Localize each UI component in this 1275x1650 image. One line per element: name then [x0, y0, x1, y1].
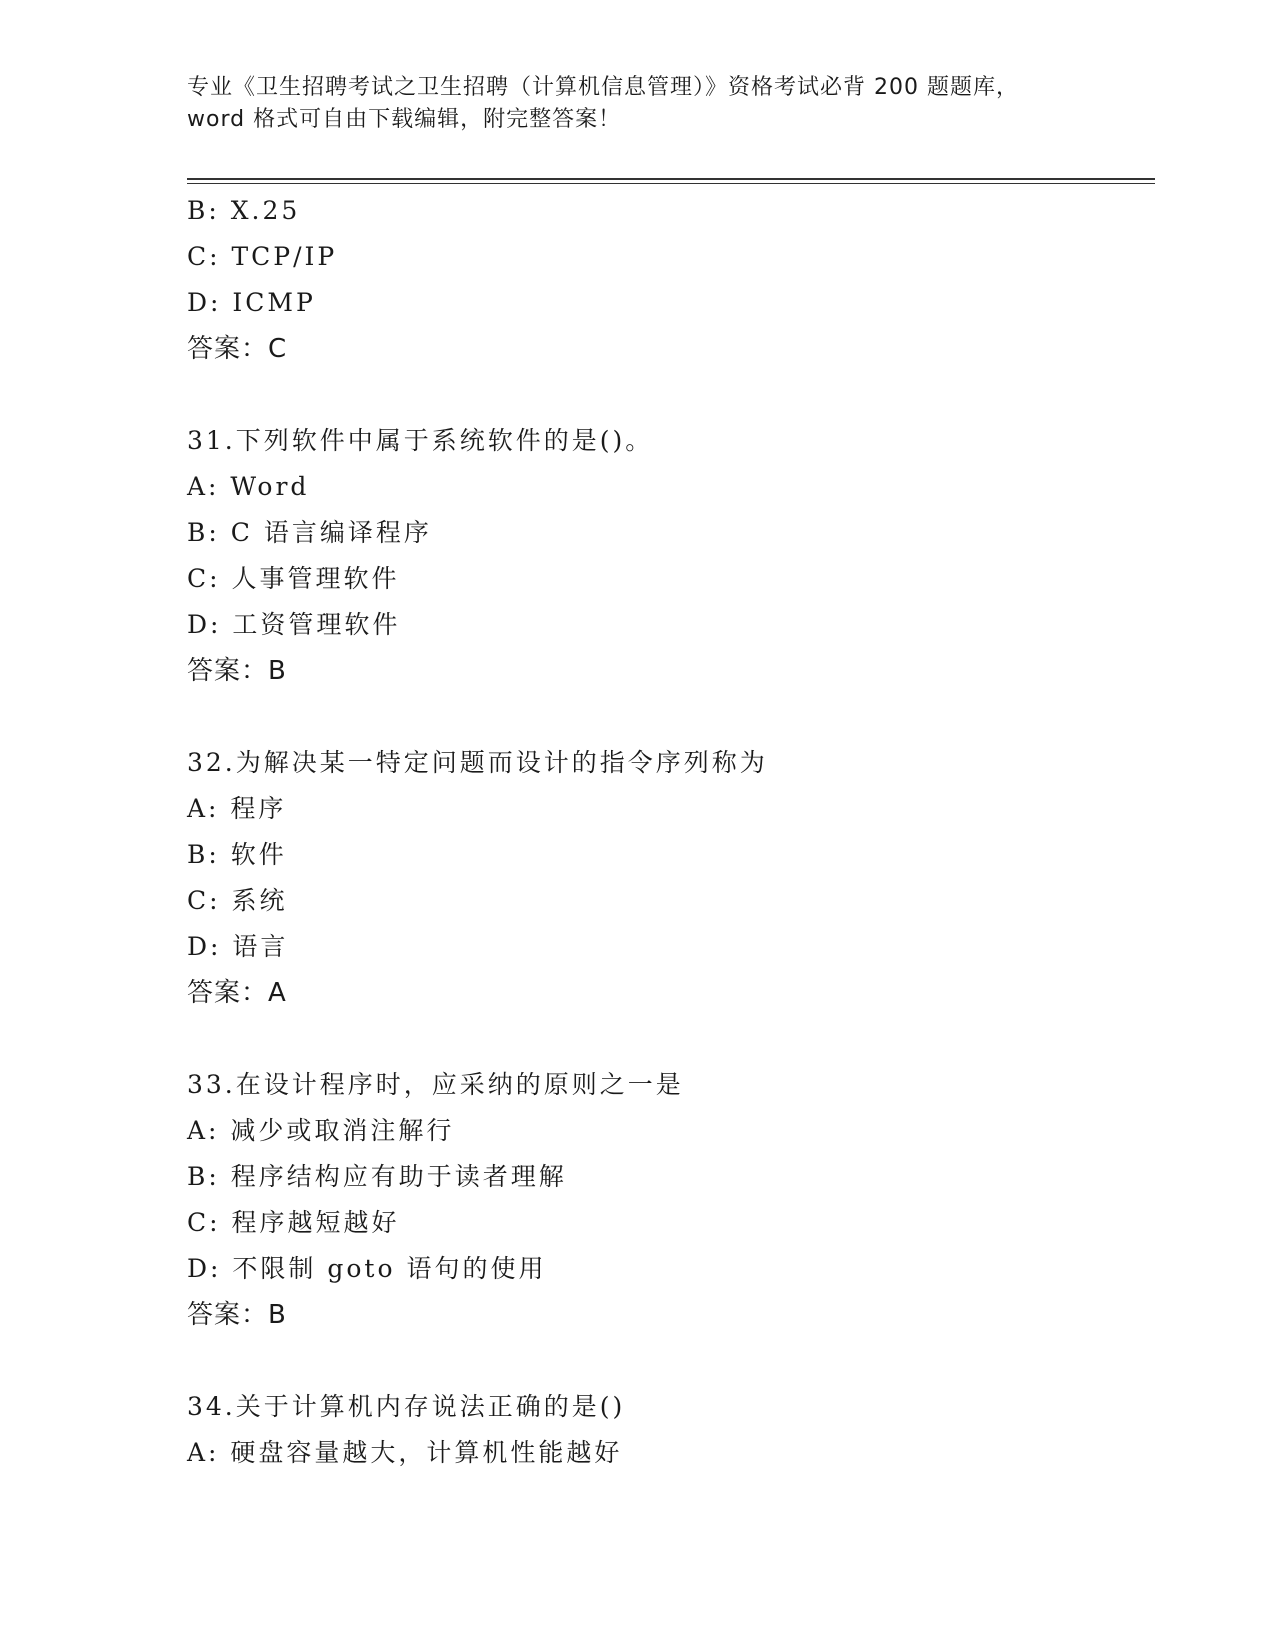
answer-label: 答案：B — [187, 1300, 287, 1330]
option-c: C: TCP/IP — [187, 242, 338, 271]
answer-label: 答案：C — [187, 334, 288, 364]
spacer — [187, 372, 1137, 418]
question-list — [187, 188, 1137, 1476]
answer-label: 答案：A — [187, 978, 287, 1008]
question-block-30 — [187, 188, 1137, 372]
option-a: A: 硬盘容量越大，计算机性能越好 — [187, 1438, 623, 1467]
question-block-32 — [187, 740, 1137, 1016]
header-divider-thick — [187, 178, 1155, 180]
option-c: C: 人事管理软件 — [187, 564, 400, 593]
spacer — [187, 1016, 1137, 1062]
option-d: D: 语言 — [187, 932, 289, 961]
option-a: A: 减少或取消注解行 — [187, 1116, 455, 1145]
question-text: 32.为解决某一特定问题而设计的指令序列称为 — [187, 748, 768, 777]
option-a: A: Word — [187, 472, 310, 501]
option-d: D: 不限制 goto 语句的使用 — [187, 1254, 547, 1283]
option-c: C: 程序越短越好 — [187, 1208, 400, 1237]
header-line-1: 专业《卫生招聘考试之卫生招聘（计算机信息管理）》资格考试必背 200 题题库， — [187, 75, 1019, 100]
option-b: B: 程序结构应有助于读者理解 — [187, 1162, 567, 1191]
header-line-2: word 格式可自由下载编辑，附完整答案！ — [187, 107, 622, 132]
question-block-31 — [187, 418, 1137, 694]
question-text: 34.关于计算机内存说法正确的是() — [187, 1392, 626, 1421]
question-block-33 — [187, 1062, 1137, 1338]
option-b: B: 软件 — [187, 840, 287, 869]
option-a: A: 程序 — [187, 794, 287, 823]
option-d: D: ICMP — [187, 288, 316, 317]
answer-label: 答案：B — [187, 656, 287, 686]
option-c: C: 系统 — [187, 886, 288, 915]
spacer — [187, 1338, 1137, 1384]
option-d: D: 工资管理软件 — [187, 610, 401, 639]
spacer — [187, 694, 1137, 740]
header-divider-thin — [187, 183, 1155, 184]
document-header — [187, 72, 1107, 136]
question-text: 31.下列软件中属于系统软件的是()。 — [187, 426, 654, 455]
option-b: B: X.25 — [187, 196, 301, 225]
question-text: 33.在设计程序时，应采纳的原则之一是 — [187, 1070, 684, 1099]
question-block-34 — [187, 1384, 1137, 1476]
option-b: B: C 语言编译程序 — [187, 518, 432, 547]
